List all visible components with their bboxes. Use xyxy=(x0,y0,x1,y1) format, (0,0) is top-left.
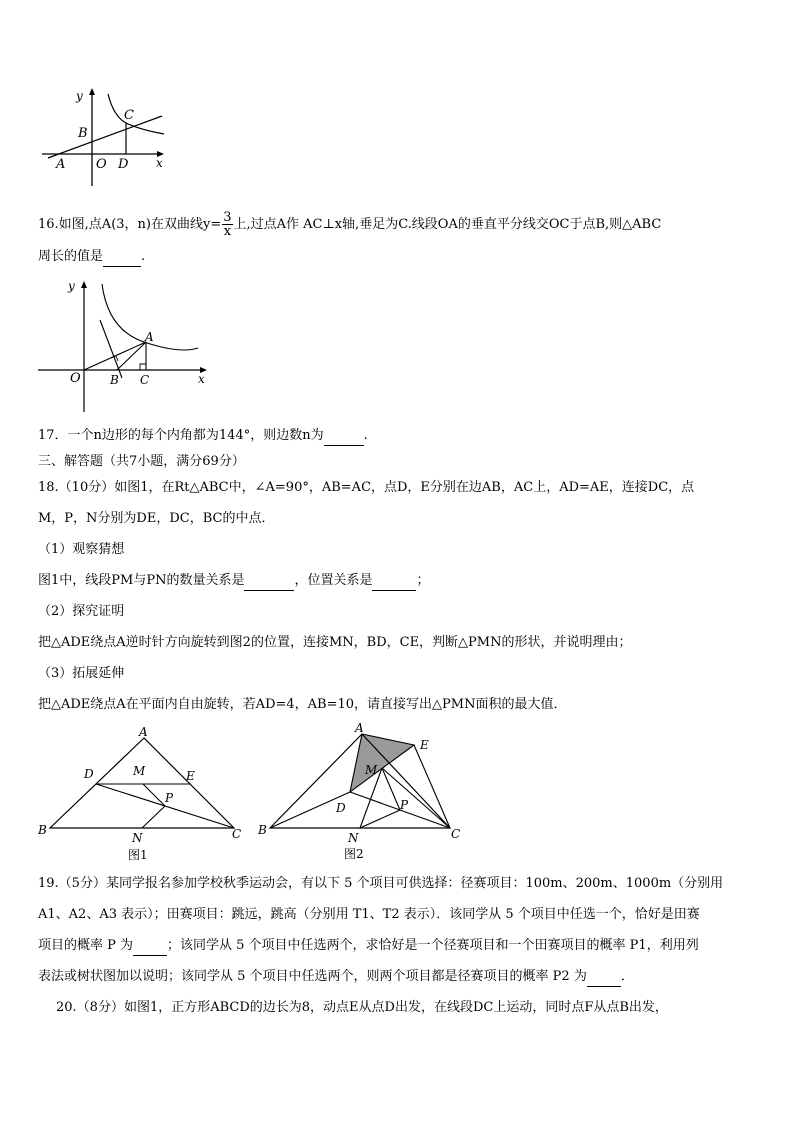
label-a: A xyxy=(145,330,154,344)
label-b: B xyxy=(258,823,267,837)
y-axis-arrow xyxy=(81,281,87,288)
segment-pn xyxy=(142,806,165,828)
line-ac xyxy=(48,116,162,158)
q18-sub1-question: 图1中，线段PM与PN的数量关系是 ，位置关系是 ； xyxy=(38,572,429,591)
label-d: D xyxy=(84,767,94,781)
figure-caption: 图2 xyxy=(344,847,364,861)
right-angle-mark xyxy=(140,364,146,370)
shaded-triangle-ade xyxy=(350,734,414,792)
question-19-line1: 19.（5分）某同学报名参加学校秋季运动会，有以下 5 个项目可供选择：径赛项目：100m、200m、1000m（分别用 xyxy=(38,876,724,891)
answer-blank[interactable] xyxy=(587,968,621,987)
label-y: y xyxy=(68,279,75,293)
question-17: 17．一个n边形的每个内角都为144°，则边数n为 . xyxy=(38,427,368,446)
figure-caption: 图1 xyxy=(128,848,148,862)
label-e: E xyxy=(420,738,429,752)
answer-blank[interactable] xyxy=(324,427,364,446)
label-c: C xyxy=(140,373,150,387)
label-c: C xyxy=(124,108,134,123)
label-b: B xyxy=(110,373,119,387)
answer-blank[interactable] xyxy=(103,248,141,267)
label-o: O xyxy=(70,371,81,386)
figure-q18-2 xyxy=(254,718,468,864)
q18-sub3-heading: （3）拓展延伸 xyxy=(38,666,125,681)
label-b: B xyxy=(78,126,88,141)
figure-q18-1 xyxy=(36,722,250,864)
label-p: P xyxy=(165,791,174,805)
question-19-line2: A1、A2、A3 表示）；田赛项目：跳远，跳高（分别用 T1、T2 表示）．该同学从 5 个项目中任选一个，恰好是田赛 xyxy=(38,907,700,922)
hyperbola-curve xyxy=(108,94,164,134)
label-a: A xyxy=(139,725,148,739)
perpendicular-bisector xyxy=(100,320,122,378)
q18-sub2-question: 把△ADE绕点A逆时针方向旋转到图2的位置，连接MN，BD，CE，判断△PMN的形状，并说明理由； xyxy=(38,635,632,650)
figure-q16 xyxy=(36,278,216,416)
label-c: C xyxy=(232,827,242,841)
section-heading: 三、解答题（共7小题，满分69分） xyxy=(38,454,245,469)
segment-me xyxy=(382,768,450,828)
question-19-line4: 表法或树状图加以说明；该同学从 5 个项目中任选两个，则两个项目都是径赛项目的概率 P2 为 ． xyxy=(38,968,634,987)
question-16-line2: 周长的值是 . xyxy=(38,248,145,267)
label-e: E xyxy=(186,769,195,783)
label-a: A xyxy=(355,721,364,735)
q18-sub2-heading: （2）探究证明 xyxy=(38,604,125,619)
y-axis-arrow xyxy=(89,88,95,95)
label-o: O xyxy=(96,157,107,172)
figure-q15 xyxy=(38,86,173,191)
question-18-line2: M，P，N分别为DE，DC，BC的中点． xyxy=(38,511,275,526)
label-b: B xyxy=(38,823,47,837)
q18-sub1-heading: （1）观察猜想 xyxy=(38,542,125,557)
q18-sub3-question: 把△ADE绕点A在平面内自由旋转，若AD=4，AB=10，请直接写出△PMN面积的最大值． xyxy=(38,697,567,712)
label-x: x xyxy=(198,372,205,386)
segment-mp xyxy=(382,768,400,810)
question-16-line1: 16.如图,点A(3，n)在双曲线y= $\frac{3}{x}$ 上,过点A作 AC⊥x轴,垂足为C.线段OA的垂直平分线交OC于点B,则△ABC xyxy=(38,210,662,239)
label-m: M xyxy=(133,764,146,778)
segment-ab xyxy=(117,342,146,370)
fraction: $\frac{3}{x}$ xyxy=(223,210,232,239)
answer-blank[interactable] xyxy=(244,572,294,591)
label-p: P xyxy=(400,798,409,812)
answer-blank[interactable] xyxy=(372,572,416,591)
question-18-line1: 18.（10分）如图1，在Rt△ABC中，∠A=90°，AB=AC，点D，E分别在边AB，AC上，AD=AE，连接DC，点 xyxy=(38,480,695,495)
label-n: N xyxy=(132,831,143,845)
label-a: A xyxy=(56,157,66,172)
label-m: M xyxy=(365,763,378,777)
segment-ec xyxy=(414,745,450,828)
label-x: x xyxy=(156,156,163,170)
label-d: D xyxy=(118,157,129,172)
triangle-abc xyxy=(50,738,234,828)
label-d: D xyxy=(336,801,346,815)
label-y: y xyxy=(76,89,83,103)
question-19-line3: 项目的概率 P 为 ；该同学从 5 个项目中任选两个，求恰好是一个径赛项目和一个田赛项目的概率 P1，利用列 xyxy=(38,937,699,956)
answer-blank[interactable] xyxy=(133,937,167,956)
question-20-line1: 20.（8分）如图1，正方形ABCD的边长为8，动点E从点D出发，在线段DC上运动，同时点F从点B出发， xyxy=(56,1000,668,1015)
label-n: N xyxy=(348,831,359,845)
label-c: C xyxy=(451,827,461,841)
